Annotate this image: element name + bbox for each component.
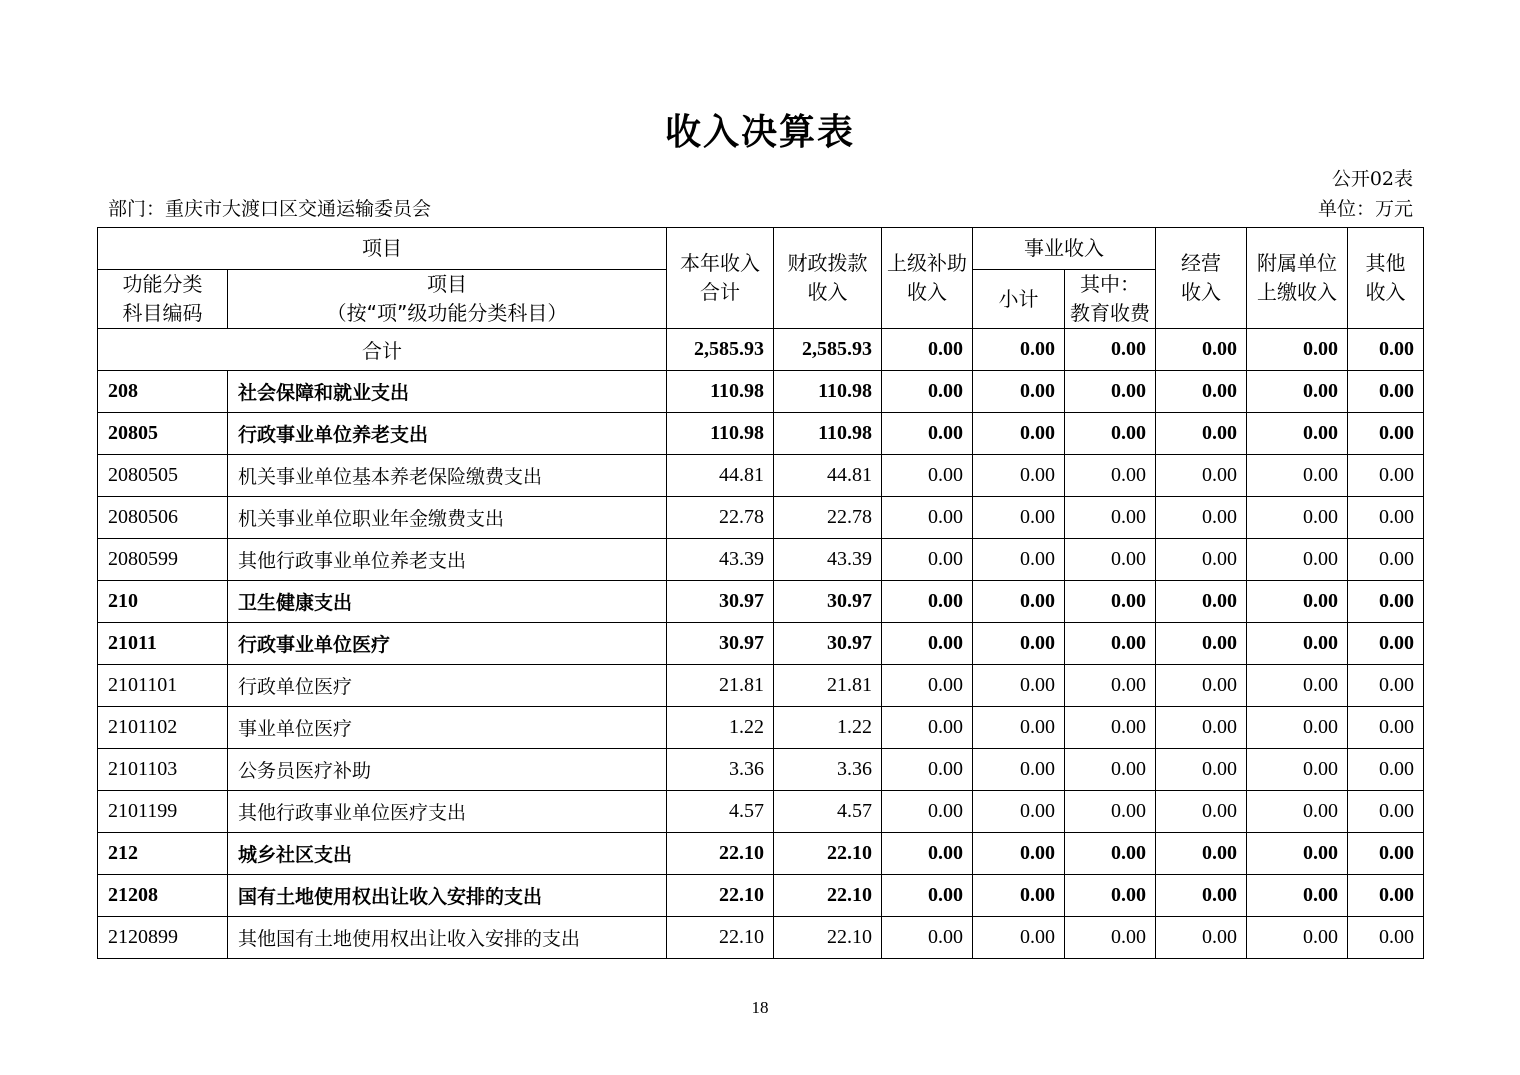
row-value: 0.00 <box>1156 371 1247 413</box>
page-title: 收入决算表 <box>664 112 855 153</box>
row-value: 0.00 <box>1065 749 1156 791</box>
row-value: 0.00 <box>973 665 1065 707</box>
row-value: 0.00 <box>882 833 973 875</box>
row-value: 0.00 <box>882 707 973 749</box>
row-value: 0.00 <box>882 581 973 623</box>
row-name: 行政事业单位养老支出 <box>228 413 667 455</box>
row-value: 0.00 <box>882 917 973 959</box>
row-value: 0.00 <box>882 665 973 707</box>
row-value: 43.39 <box>667 539 774 581</box>
row-code: 2120899 <box>98 917 228 959</box>
row-value: 0.00 <box>1247 833 1348 875</box>
row-value: 0.00 <box>1156 581 1247 623</box>
row-value: 0.00 <box>1065 455 1156 497</box>
table-row <box>98 665 1424 707</box>
header-name-line1: 项目 <box>427 272 467 296</box>
row-value: 0.00 <box>882 623 973 665</box>
row-value: 3.36 <box>774 749 882 791</box>
row-name: 行政事业单位医疗 <box>228 623 667 665</box>
row-value: 0.00 <box>1247 539 1348 581</box>
row-value: 0.00 <box>1247 875 1348 917</box>
row-name: 公务员医疗补助 <box>228 749 667 791</box>
row-value: 4.57 <box>667 791 774 833</box>
row-value: 0.00 <box>973 917 1065 959</box>
row-value: 0.00 <box>1348 623 1424 665</box>
row-value: 0.00 <box>1156 833 1247 875</box>
row-code: 21011 <box>98 623 228 665</box>
row-value: 0.00 <box>882 497 973 539</box>
table-row <box>98 833 1424 875</box>
header-fiscal-line2: 收入 <box>807 280 848 304</box>
table-row <box>98 623 1424 665</box>
row-name: 国有土地使用权出让收入安排的支出 <box>228 875 667 917</box>
row-value: 22.10 <box>667 875 774 917</box>
row-value: 44.81 <box>774 455 882 497</box>
header-superior-line2: 收入 <box>907 280 947 304</box>
table-row <box>98 581 1424 623</box>
row-value: 0.00 <box>973 833 1065 875</box>
total-value: 2,585.93 <box>774 329 882 371</box>
row-value: 110.98 <box>774 413 882 455</box>
row-value: 0.00 <box>1348 413 1424 455</box>
row-value: 30.97 <box>667 623 774 665</box>
header-affiliated-line1: 附属单位 <box>1257 251 1337 275</box>
row-value: 0.00 <box>1348 371 1424 413</box>
row-value: 22.10 <box>774 917 882 959</box>
unit-label: 单位：万元 <box>1317 198 1413 220</box>
header-superior-line1: 上级补助 <box>887 251 967 275</box>
row-code: 212 <box>98 833 228 875</box>
row-name: 事业单位医疗 <box>228 707 667 749</box>
header-code-line2: 科目编码 <box>122 301 203 325</box>
row-name: 行政单位医疗 <box>228 665 667 707</box>
header-other-line2: 收入 <box>1365 280 1406 304</box>
row-value: 22.10 <box>667 917 774 959</box>
row-value: 0.00 <box>973 749 1065 791</box>
row-value: 0.00 <box>1247 371 1348 413</box>
row-value: 1.22 <box>774 707 882 749</box>
row-value: 0.00 <box>1156 497 1247 539</box>
row-value: 110.98 <box>774 371 882 413</box>
row-value: 0.00 <box>1065 917 1156 959</box>
row-value: 4.57 <box>774 791 882 833</box>
row-name: 城乡社区支出 <box>228 833 667 875</box>
row-name: 其他行政事业单位养老支出 <box>228 539 667 581</box>
row-value: 0.00 <box>1156 665 1247 707</box>
row-value: 0.00 <box>973 371 1065 413</box>
page-number: 18 <box>751 998 769 1017</box>
row-code: 2080599 <box>98 539 228 581</box>
row-value: 1.22 <box>667 707 774 749</box>
row-name: 卫生健康支出 <box>228 581 667 623</box>
header-affiliated <box>1247 228 1348 329</box>
header-subtotal: 小计 <box>973 270 1065 329</box>
header-business: 事业收入 <box>973 228 1156 270</box>
row-value: 0.00 <box>1247 665 1348 707</box>
row-code: 21208 <box>98 875 228 917</box>
row-value: 0.00 <box>1348 917 1424 959</box>
header-operating <box>1156 228 1247 329</box>
row-value: 0.00 <box>1065 707 1156 749</box>
row-code: 2080506 <box>98 497 228 539</box>
table-row <box>98 707 1424 749</box>
row-value: 0.00 <box>1348 665 1424 707</box>
row-value: 0.00 <box>1065 665 1156 707</box>
row-value: 110.98 <box>667 371 774 413</box>
row-value: 0.00 <box>973 455 1065 497</box>
row-value: 0.00 <box>1156 539 1247 581</box>
table-row <box>98 413 1424 455</box>
header-row-1 <box>98 228 1424 270</box>
total-value: 0.00 <box>1247 329 1348 371</box>
row-name: 机关事业单位职业年金缴费支出 <box>228 497 667 539</box>
row-code: 2101199 <box>98 791 228 833</box>
row-value: 0.00 <box>1247 581 1348 623</box>
total-value: 0.00 <box>1348 329 1424 371</box>
row-value: 30.97 <box>774 623 882 665</box>
row-value: 43.39 <box>774 539 882 581</box>
row-value: 0.00 <box>1348 707 1424 749</box>
row-value: 0.00 <box>973 539 1065 581</box>
header-name <box>228 270 667 329</box>
row-value: 0.00 <box>1247 917 1348 959</box>
row-value: 0.00 <box>973 791 1065 833</box>
row-value: 22.10 <box>774 875 882 917</box>
row-value: 30.97 <box>774 581 882 623</box>
row-value: 0.00 <box>882 413 973 455</box>
row-value: 0.00 <box>1065 791 1156 833</box>
row-value: 22.10 <box>667 833 774 875</box>
department-label: 部门：重庆市大渡口区交通运输委员会 <box>108 198 432 220</box>
header-operating-line1: 经营 <box>1181 251 1221 275</box>
row-name: 其他国有土地使用权出让收入安排的支出 <box>228 917 667 959</box>
row-value: 0.00 <box>1247 749 1348 791</box>
total-value: 0.00 <box>1065 329 1156 371</box>
row-value: 0.00 <box>1065 623 1156 665</box>
total-value: 0.00 <box>973 329 1065 371</box>
table-row <box>98 749 1424 791</box>
row-name: 机关事业单位基本养老保险缴费支出 <box>228 455 667 497</box>
total-row <box>98 329 1424 371</box>
row-code: 20805 <box>98 413 228 455</box>
row-value: 0.00 <box>1348 875 1424 917</box>
header-operating-line2: 收入 <box>1181 280 1221 304</box>
row-code: 2080505 <box>98 455 228 497</box>
row-value: 0.00 <box>1156 917 1247 959</box>
row-value: 22.78 <box>774 497 882 539</box>
row-value: 0.00 <box>1156 707 1247 749</box>
row-value: 0.00 <box>973 413 1065 455</box>
row-value: 0.00 <box>973 497 1065 539</box>
row-value: 0.00 <box>1348 581 1424 623</box>
row-value: 0.00 <box>1247 413 1348 455</box>
row-value: 21.81 <box>774 665 882 707</box>
row-name: 其他行政事业单位医疗支出 <box>228 791 667 833</box>
header-superior <box>882 228 973 329</box>
total-label: 合计 <box>98 329 667 371</box>
row-value: 0.00 <box>1156 623 1247 665</box>
row-value: 0.00 <box>1156 455 1247 497</box>
row-value: 22.10 <box>774 833 882 875</box>
row-value: 0.00 <box>1348 749 1424 791</box>
row-value: 0.00 <box>882 539 973 581</box>
row-value: 0.00 <box>1348 539 1424 581</box>
row-code: 210 <box>98 581 228 623</box>
row-value: 0.00 <box>973 875 1065 917</box>
row-value: 0.00 <box>1247 623 1348 665</box>
row-value: 0.00 <box>973 581 1065 623</box>
table-row <box>98 917 1424 959</box>
row-value: 0.00 <box>882 371 973 413</box>
header-other-line1: 其他 <box>1365 251 1406 275</box>
row-value: 30.97 <box>667 581 774 623</box>
row-value: 22.78 <box>667 497 774 539</box>
row-code: 208 <box>98 371 228 413</box>
row-value: 0.00 <box>1065 371 1156 413</box>
row-code: 2101103 <box>98 749 228 791</box>
row-value: 110.98 <box>667 413 774 455</box>
total-value: 0.00 <box>882 329 973 371</box>
row-value: 0.00 <box>1156 791 1247 833</box>
row-code: 2101102 <box>98 707 228 749</box>
header-code-line1: 功能分类 <box>122 272 203 296</box>
row-value: 0.00 <box>1247 791 1348 833</box>
table-row <box>98 875 1424 917</box>
row-value: 0.00 <box>1348 455 1424 497</box>
header-edu-fee <box>1065 270 1156 329</box>
row-value: 0.00 <box>1348 833 1424 875</box>
row-value: 0.00 <box>1156 413 1247 455</box>
row-value: 44.81 <box>667 455 774 497</box>
header-code <box>98 270 228 329</box>
row-value: 0.00 <box>1156 875 1247 917</box>
row-value: 0.00 <box>1247 497 1348 539</box>
row-value: 0.00 <box>1065 539 1156 581</box>
header-other <box>1348 228 1424 329</box>
total-value: 2,585.93 <box>667 329 774 371</box>
header-fiscal-line1: 财政拨款 <box>787 251 868 275</box>
row-value: 0.00 <box>1348 497 1424 539</box>
header-edu-line1: 其中： <box>1080 272 1140 296</box>
header-name-line2: （按“项”级功能分类科目） <box>326 301 568 325</box>
row-value: 0.00 <box>1348 791 1424 833</box>
row-value: 0.00 <box>1065 497 1156 539</box>
header-total-income-line2: 合计 <box>700 280 740 304</box>
table-row <box>98 497 1424 539</box>
row-value: 0.00 <box>882 455 973 497</box>
row-value: 0.00 <box>882 875 973 917</box>
row-code: 2101101 <box>98 665 228 707</box>
header-total-income-line1: 本年收入 <box>680 251 760 275</box>
header-fiscal <box>774 228 882 329</box>
row-value: 0.00 <box>973 707 1065 749</box>
table-row <box>98 791 1424 833</box>
form-number: 公开02表 <box>1331 168 1413 190</box>
row-value: 0.00 <box>1065 875 1156 917</box>
row-value: 0.00 <box>1065 833 1156 875</box>
row-value: 0.00 <box>882 791 973 833</box>
table-row <box>98 371 1424 413</box>
header-affiliated-line2: 上缴收入 <box>1257 280 1337 304</box>
row-value: 21.81 <box>667 665 774 707</box>
row-name: 社会保障和就业支出 <box>228 371 667 413</box>
row-value: 0.00 <box>973 623 1065 665</box>
row-value: 0.00 <box>1156 749 1247 791</box>
row-value: 3.36 <box>667 749 774 791</box>
header-item: 项目 <box>98 228 667 270</box>
income-table <box>97 227 1424 959</box>
total-value: 0.00 <box>1156 329 1247 371</box>
table-row <box>98 455 1424 497</box>
row-value: 0.00 <box>882 749 973 791</box>
row-value: 0.00 <box>1247 707 1348 749</box>
row-value: 0.00 <box>1065 581 1156 623</box>
table-row <box>98 539 1424 581</box>
row-value: 0.00 <box>1247 455 1348 497</box>
header-total-income <box>667 228 774 329</box>
header-edu-line2: 教育收费 <box>1070 301 1150 325</box>
row-value: 0.00 <box>1065 413 1156 455</box>
